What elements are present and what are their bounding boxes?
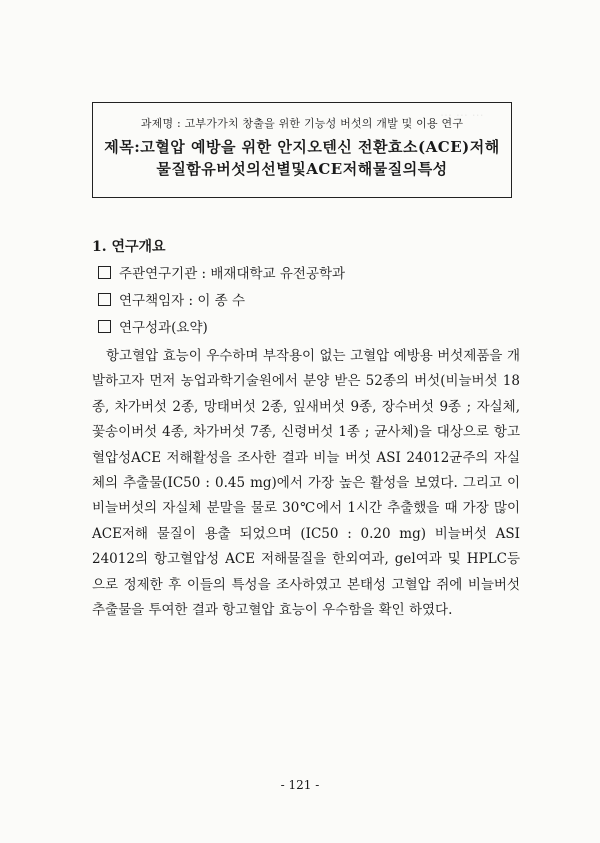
- bleed-through-mark: ⋯ ⋯ ⋯: [440, 108, 484, 122]
- info-item-institution: [98, 262, 345, 282]
- project-label: 과제명 : 고부가가치 창출을 위한 기능성 버섯의 개발 및 이용 연구: [140, 117, 464, 130]
- title-box: [92, 102, 512, 198]
- page-number: - 121 -: [280, 778, 320, 792]
- checkbox-icon: [98, 293, 111, 306]
- summary-label: 연구성과(요약): [119, 320, 208, 336]
- institution-text: 주관연구기관 : 배재대학교 유전공학과: [119, 266, 346, 282]
- info-item-summary: [98, 316, 208, 336]
- title-line-2: 물질함유버섯의선별및ACE저해물질의특성: [156, 160, 448, 178]
- section-heading: 1. 연구개요: [92, 239, 166, 255]
- summary-paragraph: 항고혈압 효능이 우수하며 부작용이 없는 고혈압 예방용 버섯제품을 개발하고자 먼저 농업과학기술원에서 분양 받은 52종의 버섯(비늘버섯 18종, 차가버섯 2종, 망태버섯 2종, 잎새버섯 9종, 장수버섯 9종 ; 자실체, 꽃송이버섯 4종, 차가버섯 7종, 신령버섯 1종 ; 균사체)을 대상으로 항고혈압성ACE 저해활성을 조사한 결과 비늘 버섯 ASI 24012균주의 자실체의 추출물(IC50 : 0.45 mg)에서 가장 높은 활성을 보였다. 그리고 이 비늘버섯의 자실체 분말을 물로 30℃에서 1시간 추출했을 때 가장 많이 ACE저해 물질이 용출 되었으며 (IC50 : 0.20 mg) 비늘버섯 ASI 24012의 항고혈압성 ACE 저해물질을 한외여과, gel여과 및 HPLC등으로 정제한 후 이들의 특성을 조사하였고 본태성 고혈압 쥐에 비늘버섯 추출물을 투여한 결과 항고혈압 효능이 우수함을 확인 하였다.: [92, 348, 520, 619]
- title-line-1: 제목:고혈압 예방을 위한 안지오텐신 전환효소(ACE)저해: [104, 138, 500, 156]
- researcher-text: 연구책임자 : 이 종 수: [119, 293, 246, 309]
- checkbox-icon: [98, 266, 111, 279]
- checkbox-icon: [98, 320, 111, 333]
- info-item-researcher: [98, 289, 245, 309]
